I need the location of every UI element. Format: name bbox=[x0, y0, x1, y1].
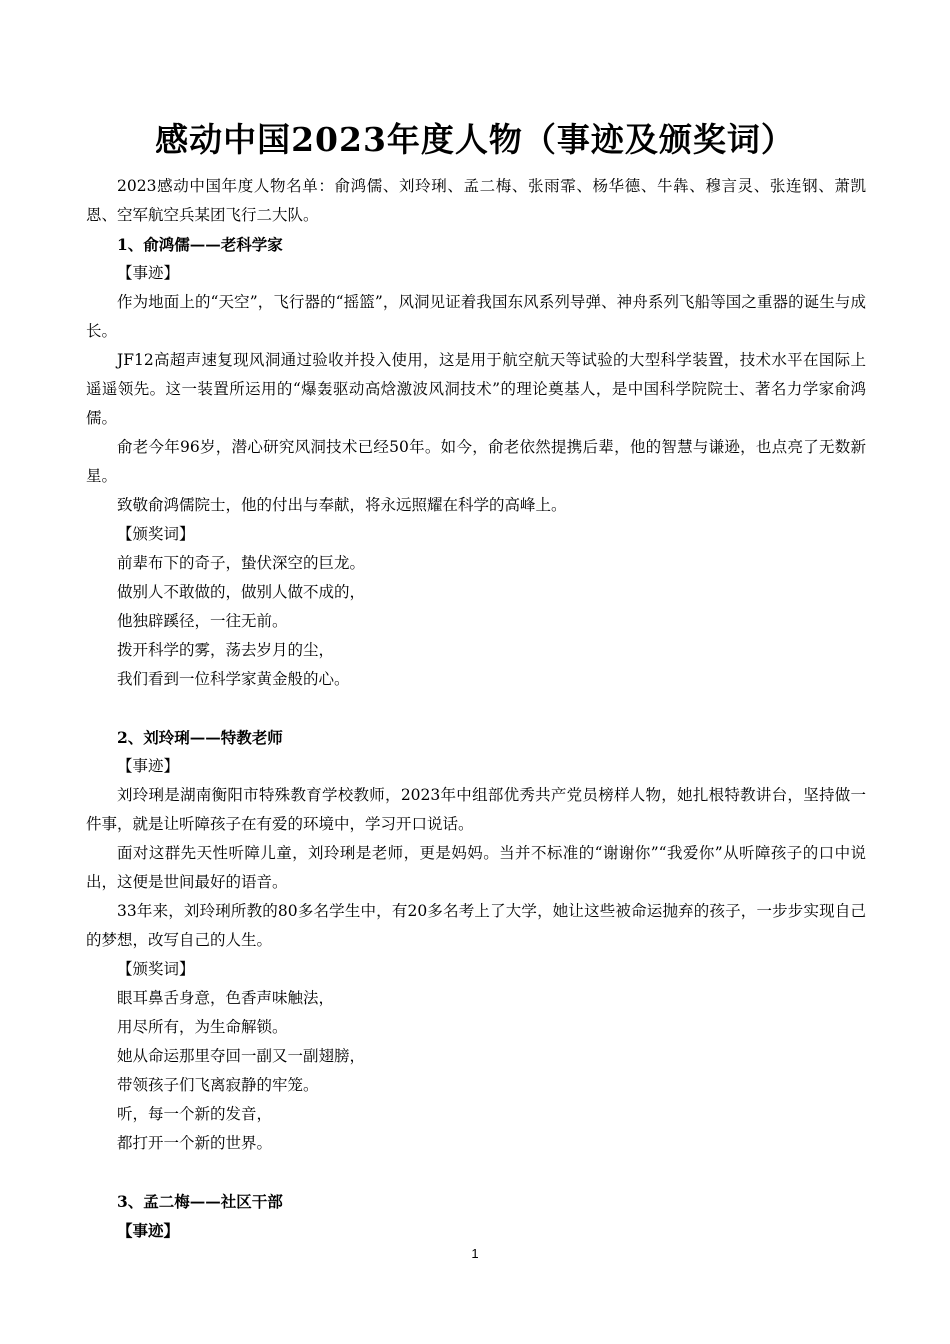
section-2-award-line: 用尽所有，为生命解锁。 bbox=[117, 1018, 288, 1036]
section-1-award-line: 前辈布下的奇子，蛰伏深空的巨龙。 bbox=[117, 554, 366, 572]
document-title: 感动中国2023年度人物（事迹及颁奖词） bbox=[155, 120, 795, 159]
section-2-award-line: 听，每一个新的发音， bbox=[117, 1105, 273, 1123]
page-number: 1 bbox=[471, 1246, 479, 1261]
section-1-paragraph: JF12高超声速复现风洞通过验收并投入使用，这是用于航空航天等试验的大型科学装置，技术水平在国际上遥遥领先。这一装置所运用的“爆轰驱动高焓激波风洞技术”的理论奠基人，是中国科学院院士、著名力学家俞鸿儒。 bbox=[86, 351, 866, 427]
section-2-award-line: 都打开一个新的世界。 bbox=[117, 1134, 273, 1152]
section-1-award-line: 做别人不敢做的，做别人做不成的， bbox=[117, 583, 366, 601]
section-2-heading: 2、刘玲琍——特教老师 bbox=[117, 728, 283, 747]
section-3-deeds-label: 【事迹】 bbox=[117, 1221, 180, 1240]
document-body bbox=[86, 172, 866, 1245]
section-1-award-line: 他独辟蹊径，一往无前。 bbox=[117, 612, 288, 630]
section-spacer bbox=[86, 694, 866, 723]
section-2-paragraph: 33年来，刘玲琍所教的80多名学生中，有20多名考上了大学，她让这些被命运抛弃的孩子，一步步实现自己的梦想，改写自己的人生。 bbox=[86, 902, 866, 949]
section-1-deeds-label: 【事迹】 bbox=[117, 264, 180, 282]
section-1-award-label: 【颁奖词】 bbox=[117, 525, 195, 543]
section-2-award-label: 【颁奖词】 bbox=[117, 960, 195, 978]
section-1-paragraph: 作为地面上的“天空”，飞行器的“摇篮”，风洞见证着我国东风系列导弹、神舟系列飞船等国之重器的诞生与成长。 bbox=[86, 293, 866, 340]
section-2-deeds-label: 【事迹】 bbox=[117, 757, 180, 775]
section-2-award-line: 眼耳鼻舌身意，色香声味触法， bbox=[117, 989, 335, 1007]
intro-paragraph: 2023感动中国年度人物名单：俞鸿儒、刘玲琍、孟二梅、张雨霏、杨华德、牛犇、穆言灵、张连钢、萧凯恩、空军航空兵某团飞行二大队。 bbox=[86, 177, 866, 224]
section-1-paragraph: 俞老今年96岁，潜心研究风洞技术已经50年。如今，俞老依然提携后辈，他的智慧与谦逊，也点亮了无数新星。 bbox=[86, 438, 866, 485]
section-2-paragraph: 刘玲琍是湖南衡阳市特殊教育学校教师，2023年中组部优秀共产党员榜样人物，她扎根特教讲台，坚持做一件事，就是让听障孩子在有爱的环境中，学习开口说话。 bbox=[86, 786, 866, 833]
section-3-heading: 3、孟二梅——社区干部 bbox=[117, 1192, 283, 1211]
section-2-award-line: 她从命运那里夺回一副又一副翅膀， bbox=[117, 1047, 366, 1065]
section-1-paragraph: 致敬俞鸿儒院士，他的付出与奉献，将永远照耀在科学的高峰上。 bbox=[117, 496, 567, 514]
section-2-paragraph: 面对这群先天性听障儿童，刘玲琍是老师，更是妈妈。当并不标准的“谢谢你”“我爱你”从听障孩子的口中说出，这便是世间最好的语音。 bbox=[86, 844, 866, 891]
section-2-award-line: 带领孩子们飞离寂静的牢笼。 bbox=[117, 1076, 319, 1094]
section-1-award-line: 我们看到一位科学家黄金般的心。 bbox=[117, 670, 350, 688]
section-spacer bbox=[86, 1158, 866, 1187]
section-1-heading: 1、俞鸿儒——老科学家 bbox=[117, 235, 283, 254]
section-1-award-line: 拨开科学的雾，荡去岁月的尘， bbox=[117, 641, 335, 659]
